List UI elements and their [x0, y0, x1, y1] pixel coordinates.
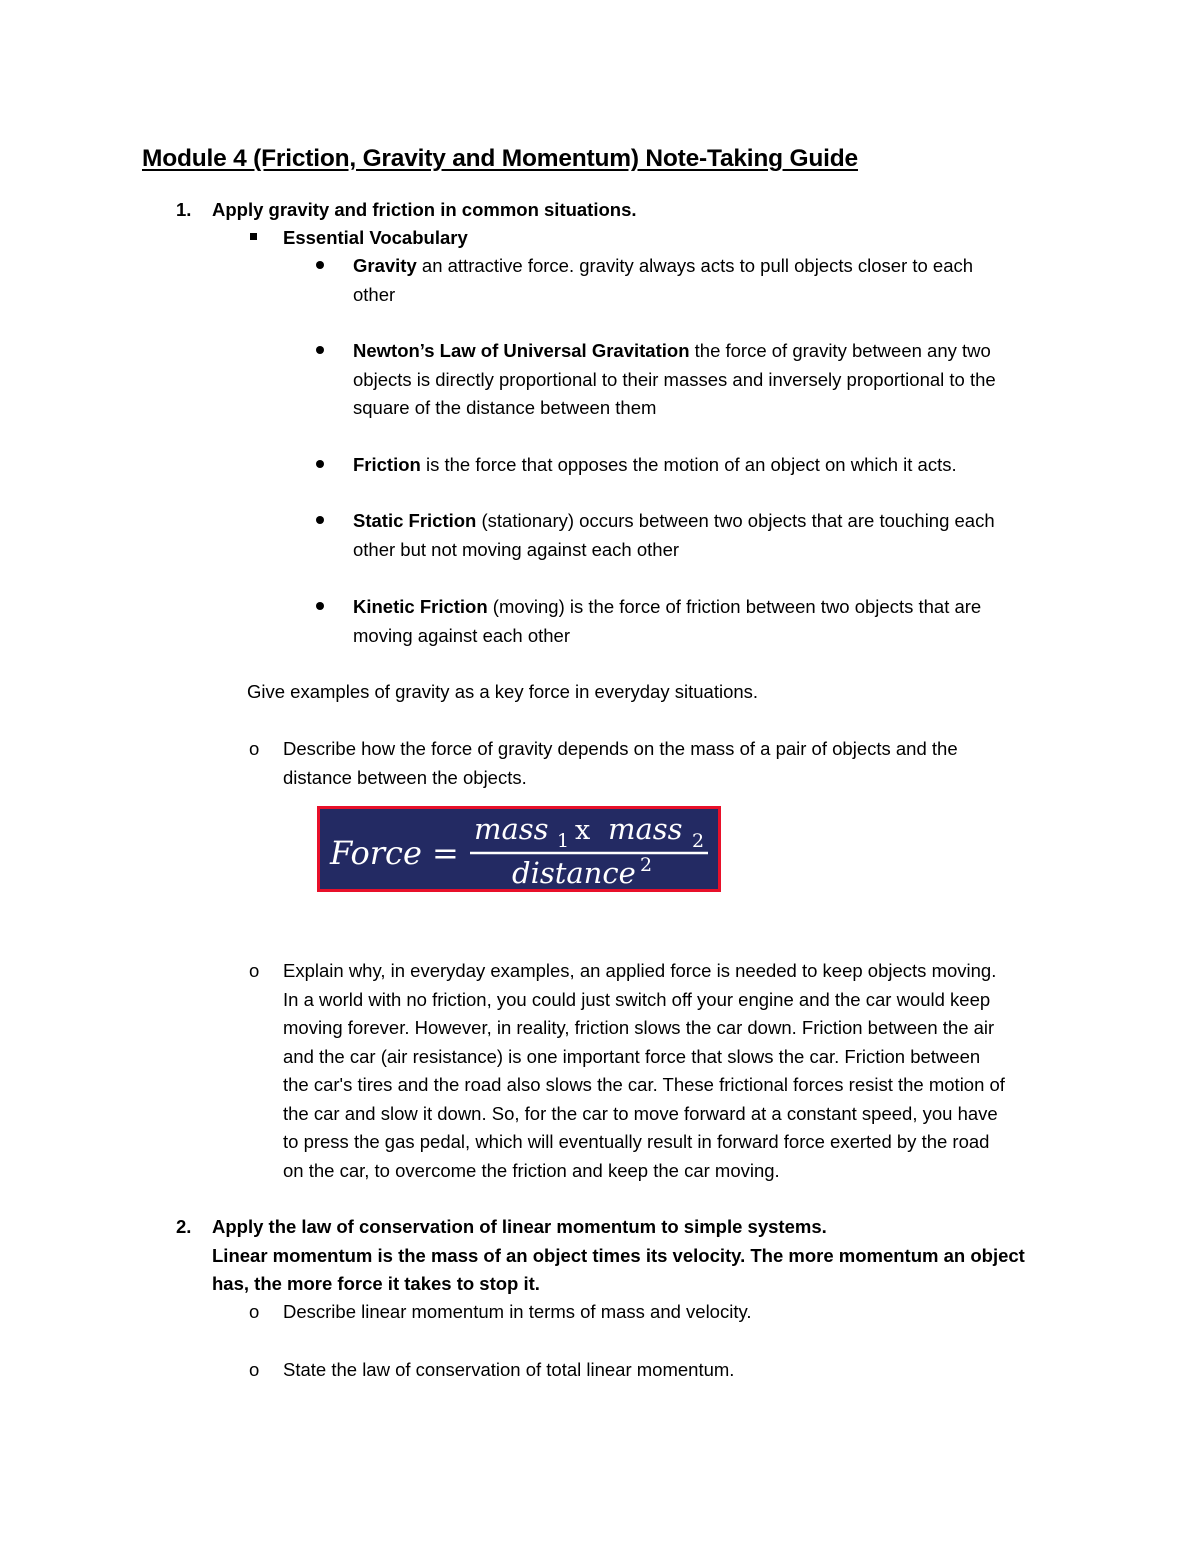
momentum-definition-cont: has, the more force it takes to stop it.	[212, 1273, 540, 1294]
momentum-item-law: State the law of conservation of total linear momentum.	[283, 1359, 735, 1380]
vocab-term: Friction	[353, 454, 421, 475]
section-1-number: 1.	[176, 199, 192, 220]
formula-mass-a: mass	[474, 812, 549, 846]
explain-text-line: In a world with no friction, you could just switch off your engine and the car would keep	[283, 989, 991, 1010]
formula-times: x	[575, 815, 591, 846]
vocab-definition: the force of gravity between any two	[689, 340, 991, 361]
vocab-item-newtons-law	[353, 337, 991, 366]
circle-bullet-marker: o	[249, 1359, 260, 1380]
vocab-definition-cont: other but not moving against each other	[353, 539, 680, 560]
momentum-item-describe: Describe linear momentum in terms of mass and velocity.	[283, 1301, 752, 1322]
formula-superscript: 2	[640, 854, 653, 876]
square-bullet-icon	[250, 233, 257, 240]
section-1-heading: Apply gravity and friction in common situations.	[212, 199, 637, 220]
explain-text-line: moving forever. However, in reality, friction slows the car down. Friction between the air	[283, 1017, 995, 1038]
vocab-item-kinetic-friction	[353, 593, 981, 622]
vocab-term: Newton’s Law of Universal Gravitation	[353, 340, 690, 361]
explain-text-line: on the car, to overcome the friction and keep the car moving.	[283, 1160, 780, 1181]
bullet-dot-icon	[316, 602, 324, 610]
bullet-dot-icon	[316, 460, 324, 468]
vocab-term: Gravity	[353, 255, 417, 276]
gravity-formula-image	[317, 806, 721, 892]
explain-text-line: the car's tires and the road also slows the car. These frictional forces resist the motion of	[283, 1074, 1005, 1095]
explain-text-line: and the car (air resistance) is one important force that slows the car. Friction between	[283, 1046, 981, 1067]
vocab-definition: an attractive force. gravity always acts to pull objects closer to each	[416, 255, 974, 276]
momentum-definition: Linear momentum is the mass of an object times its velocity. The more momentum an object	[212, 1245, 1025, 1266]
describe-text: Describe how the force of gravity depends on the mass of a pair of objects and the	[283, 738, 958, 759]
bullet-dot-icon	[316, 346, 324, 354]
explain-text-line: Explain why, in everyday examples, an applied force is needed to keep objects moving.	[283, 960, 997, 981]
vocab-definition: (moving) is the force of friction between two objects that are	[487, 596, 982, 617]
vocab-item-gravity	[353, 252, 973, 281]
circle-bullet-marker: o	[249, 960, 260, 981]
vocab-item-static-friction	[353, 507, 995, 536]
circle-bullet-marker: o	[249, 1301, 260, 1322]
section-2-heading: Apply the law of conservation of linear momentum to simple systems.	[212, 1216, 827, 1237]
formula-lhs: Force =	[330, 834, 459, 872]
bullet-dot-icon	[316, 261, 324, 269]
explain-text-line: to press the gas pedal, which will eventually result in forward force exerted by the road	[283, 1131, 990, 1152]
formula-subscript-b: 2	[692, 830, 705, 852]
vocab-definition: (stationary) occurs between two objects that are touching each	[476, 510, 995, 531]
circle-bullet-marker: o	[249, 738, 260, 759]
examples-prompt: Give examples of gravity as a key force in everyday situations.	[247, 681, 759, 702]
vocab-heading: Essential Vocabulary	[283, 227, 468, 248]
section-2-number: 2.	[176, 1216, 192, 1237]
explain-text-line: the car and slow it down. So, for the car to move forward at a constant speed, you have	[283, 1103, 998, 1124]
vocab-term: Kinetic Friction	[353, 596, 488, 617]
vocab-definition-cont: other	[353, 284, 396, 305]
formula-mass-b: mass	[608, 812, 683, 846]
formula-distance: distance	[512, 856, 636, 889]
vocab-definition-cont: square of the distance between them	[353, 397, 657, 418]
vocab-term: Static Friction	[353, 510, 477, 531]
vocab-definition-cont: objects is directly proportional to their masses and inversely proportional to the	[353, 369, 996, 390]
vocab-item-friction	[353, 451, 957, 480]
describe-text-cont: distance between the objects.	[283, 767, 527, 788]
vocab-definition: is the force that opposes the motion of an object on which it acts.	[420, 454, 957, 475]
page-title: Module 4 (Friction, Gravity and Momentum) Note-Taking Guide	[142, 145, 858, 172]
bullet-dot-icon	[316, 516, 324, 524]
vocab-definition-cont: moving against each other	[353, 625, 570, 646]
formula-subscript-a: 1	[557, 830, 570, 852]
